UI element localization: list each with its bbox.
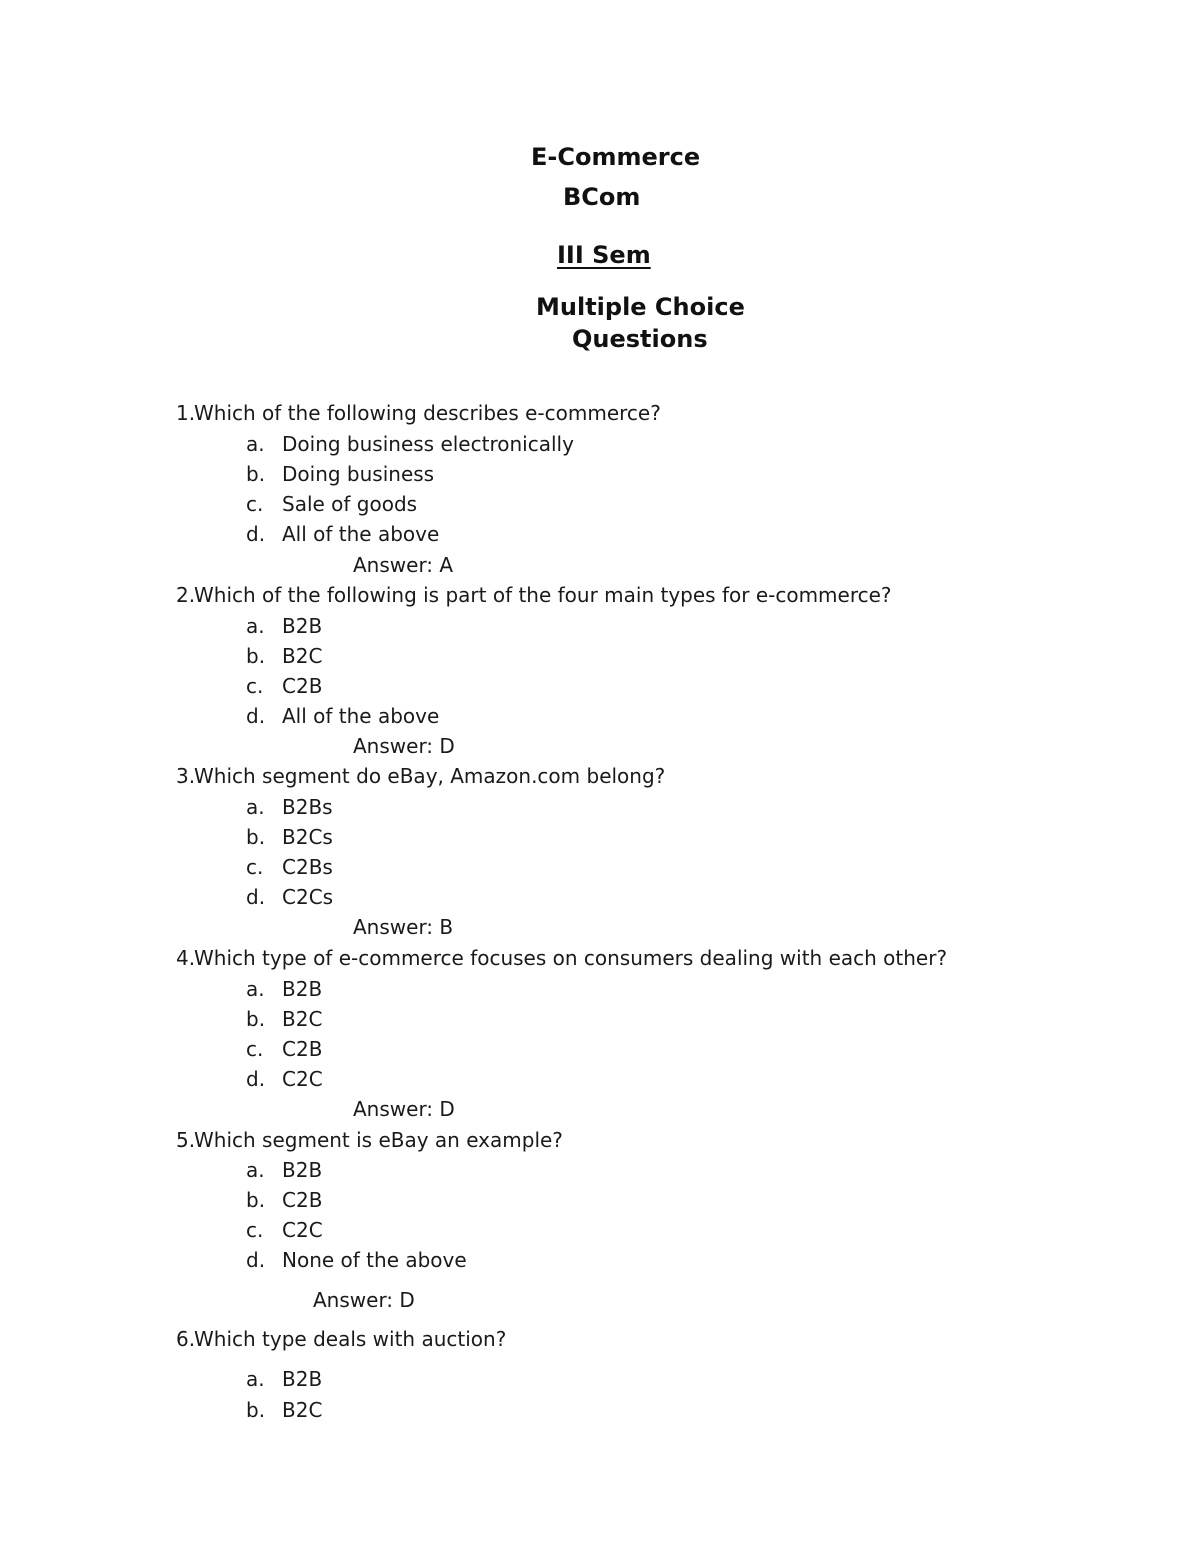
option-letter: d. [246, 885, 266, 909]
option-letter: d. [246, 704, 266, 728]
option-letter: a. [246, 614, 265, 638]
option-letter: c. [246, 492, 264, 516]
option-letter: d. [246, 1067, 266, 1091]
option-text: B2Cs [282, 825, 333, 849]
option-letter: c. [246, 1037, 264, 1061]
option-text: All of the above [282, 522, 440, 546]
question-text: Which segment is eBay an example? [194, 1128, 563, 1152]
option-letter: a. [246, 432, 265, 456]
option-text: C2B [282, 1188, 323, 1212]
question-text: Which type deals with auction? [194, 1327, 507, 1351]
question-number: 6. [176, 1327, 196, 1351]
course-name: BCom [563, 183, 641, 211]
section-title-line2: Questions [572, 325, 708, 353]
semester-label: III Sem [557, 241, 651, 269]
option-text: B2Bs [282, 795, 333, 819]
answer-label: Answer: A [353, 553, 454, 577]
option-text: C2Bs [282, 855, 333, 879]
question-text: Which type of e-commerce focuses on consumers dealing with each other? [194, 946, 948, 970]
answer-label: Answer: D [313, 1288, 415, 1312]
option-letter: b. [246, 1007, 266, 1031]
question-number: 2. [176, 583, 196, 607]
question-number: 3. [176, 764, 196, 788]
option-text: C2Cs [282, 885, 334, 909]
question-text: Which segment do eBay, Amazon.com belong? [194, 764, 666, 788]
option-text: B2B [282, 614, 323, 638]
option-text: B2B [282, 977, 323, 1001]
option-text: C2B [282, 1037, 323, 1061]
option-text: B2C [282, 644, 323, 668]
answer-label: Answer: D [353, 1097, 455, 1121]
option-letter: b. [246, 644, 266, 668]
option-text: Doing business electronically [282, 432, 574, 456]
option-letter: c. [246, 674, 264, 698]
option-text: C2C [282, 1067, 323, 1091]
option-letter: b. [246, 1188, 266, 1212]
option-text: Doing business [282, 462, 435, 486]
option-letter: a. [246, 795, 265, 819]
document-title: E-Commerce [531, 143, 701, 171]
question-number: 1. [176, 401, 196, 425]
option-letter: b. [246, 462, 266, 486]
option-letter: d. [246, 522, 266, 546]
section-title-line1: Multiple Choice [536, 293, 745, 321]
option-text: B2B [282, 1367, 323, 1391]
option-text: B2C [282, 1398, 323, 1422]
option-text: All of the above [282, 704, 440, 728]
answer-label: Answer: B [353, 915, 454, 939]
option-letter: a. [246, 977, 265, 1001]
option-letter: b. [246, 825, 266, 849]
question-text: Which of the following describes e-commerce? [194, 401, 661, 425]
option-text: B2B [282, 1158, 323, 1182]
option-text: Sale of goods [282, 492, 418, 516]
option-letter: b. [246, 1398, 266, 1422]
option-letter: a. [246, 1158, 265, 1182]
option-letter: c. [246, 855, 264, 879]
option-letter: d. [246, 1248, 266, 1272]
question-number: 4. [176, 946, 196, 970]
option-text: C2C [282, 1218, 323, 1242]
option-letter: c. [246, 1218, 264, 1242]
question-number: 5. [176, 1128, 196, 1152]
question-text: Which of the following is part of the four main types for e-commerce? [194, 583, 892, 607]
option-text: C2B [282, 674, 323, 698]
answer-label: Answer: D [353, 734, 455, 758]
option-letter: a. [246, 1367, 265, 1391]
option-text: B2C [282, 1007, 323, 1031]
option-text: None of the above [282, 1248, 467, 1272]
